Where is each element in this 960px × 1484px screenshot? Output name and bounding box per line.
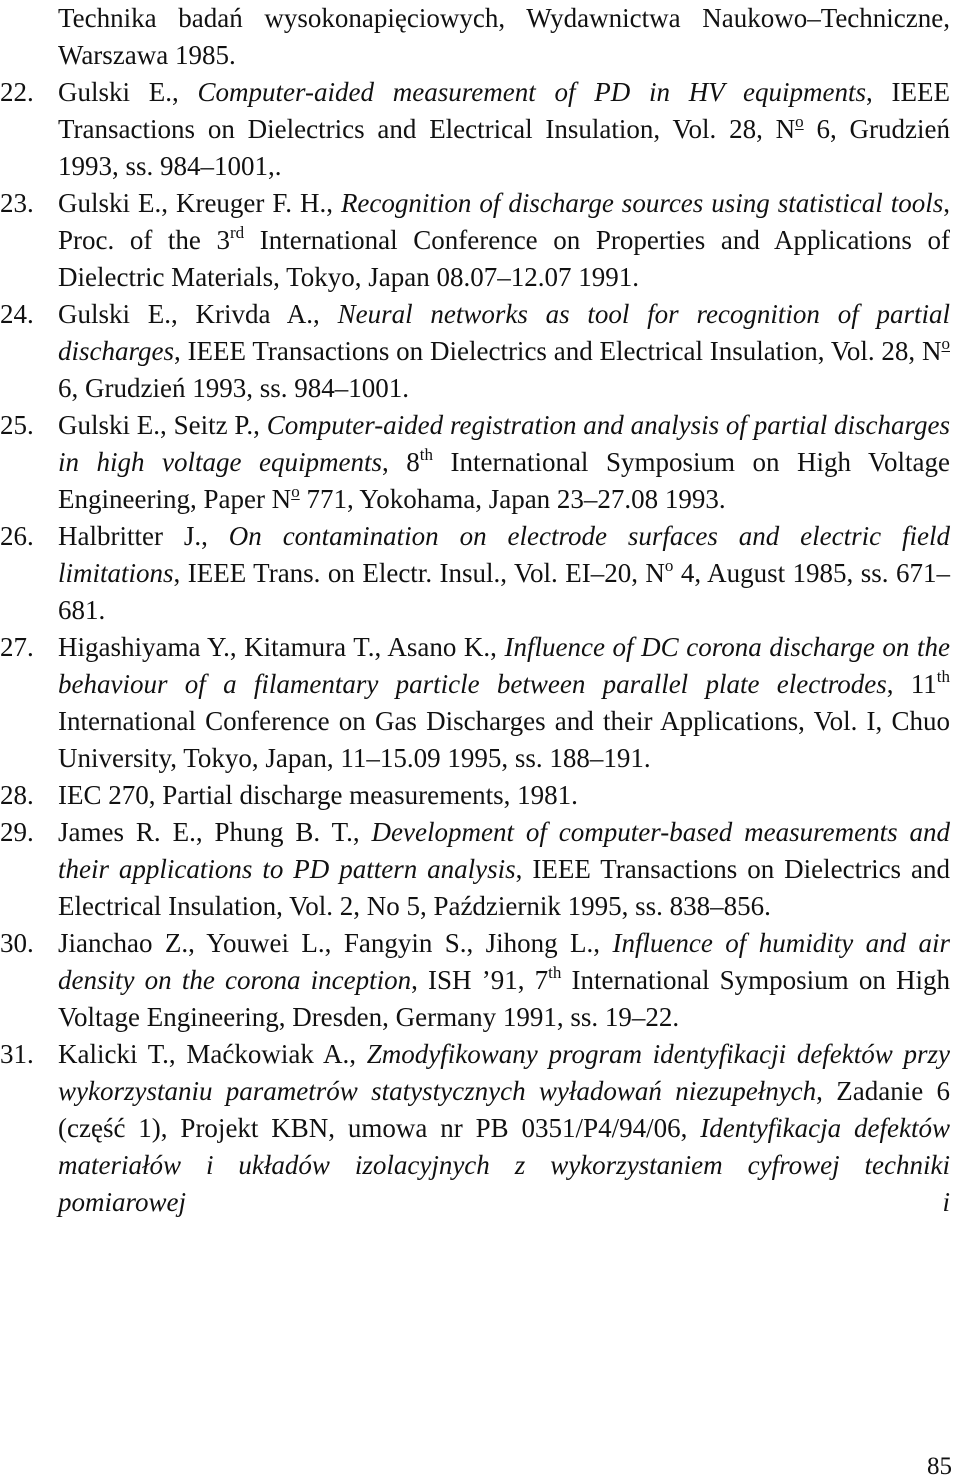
number-superscript: o — [291, 482, 300, 501]
reference-details: , 8 — [381, 447, 420, 477]
ordinal-superscript: th — [936, 667, 950, 686]
reference-details: International Symposium on High Voltage Engineering, Paper N — [58, 447, 951, 514]
reference-number: 27. — [0, 632, 34, 662]
reference-details: , Proc. of the 3 — [58, 188, 950, 255]
reference-title: Computer-aided measurement of PD in HV equipments — [197, 77, 866, 107]
continuation-text: Technika badań wysokonapięciowych, Wydawnictwa Naukowo–Techniczne, Warszawa 1985. — [58, 3, 950, 70]
reference-number: 31. — [0, 1039, 34, 1069]
number-superscript: o — [664, 556, 674, 575]
number-superscript: o — [941, 334, 950, 353]
reference-title: Neural networks as tool for recognition of partial discharges — [58, 299, 950, 366]
reference-item — [0, 518, 956, 629]
reference-title: Identyfikacja defektów materiałów i układów izolacyjnych z wykorzystaniem cyfrowej techniki pomiarowej i — [58, 1113, 950, 1217]
reference-details: International Conference on Properties and Applications of Dielectric Materials, Tokyo, Japan 08.07–12.07 1991. — [58, 225, 951, 292]
reference-title: Influence of DC corona discharge on the behaviour of a filamentary particle between parallel plate electrodes — [58, 632, 950, 699]
reference-details: , ISH ’91, 7 — [411, 965, 549, 995]
ordinal-superscript: th — [548, 963, 562, 982]
reference-title: On contamination on electrode surfaces and electric field limitations — [58, 521, 950, 588]
reference-details: International Symposium on High Voltage Engineering, Dresden, Germany 1991, ss. 19–22. — [58, 965, 951, 1032]
reference-authors: Gulski E., Krivda A., — [58, 299, 338, 329]
reference-details: , IEEE Transactions on Dielectrics and Electrical Insulation, Vol. 28, N — [58, 77, 950, 144]
reference-title: Recognition of discharge sources using statistical tools — [340, 188, 944, 218]
reference-authors: Gulski E., — [58, 77, 198, 107]
reference-item — [0, 74, 956, 185]
reference-authors: Gulski E., Kreuger F. H., — [58, 188, 341, 218]
reference-number: 25. — [0, 410, 34, 440]
reference-details: , Zadanie 6 (część 1), Projekt KBN, umowa nr PB 0351/P4/94/06, — [58, 1076, 951, 1143]
reference-number: 23. — [0, 188, 34, 218]
reference-title: Influence of humidity and air density on the corona inception — [58, 928, 950, 995]
reference-authors: Jianchao Z., Youwei L., Fangyin S., Jihong L., — [58, 928, 613, 958]
reference-title: Development of computer-based measurements and their applications to PD pattern analysis — [58, 817, 951, 884]
reference-details: 771, Yokohama, Japan 23–27.08 1993. — [299, 484, 726, 514]
reference-title: Computer-aided registration and analysis of partial discharges in high voltage equipments — [58, 410, 951, 477]
reference-number: 26. — [0, 521, 34, 551]
reference-details: , IEEE Trans. on Electr. Insul., Vol. EI–20, N — [173, 558, 665, 588]
reference-details: 6, Grudzień 1993, ss. 984–1001. — [58, 373, 409, 403]
reference-authors: James R. E., Phung B. T., — [58, 817, 372, 847]
reference-item — [0, 296, 956, 407]
reference-details: International Conference on Gas Discharges and their Applications, Vol. I, Chuo University, Tokyo, Japan, 11–15.09 1995, ss. 188–191. — [58, 706, 950, 773]
reference-authors: Kalicki T., Maćkowiak A., — [58, 1039, 367, 1069]
reference-item — [0, 407, 956, 518]
reference-number: 22. — [0, 77, 34, 107]
reference-item — [0, 814, 956, 925]
reference-item — [0, 629, 956, 777]
reference-details: , IEEE Transactions on Dielectrics and Electrical Insulation, Vol. 2, No 5, Październik 1995, ss. 838–856. — [58, 854, 950, 921]
reference-number: 29. — [0, 817, 34, 847]
reference-number: 24. — [0, 299, 34, 329]
ordinal-superscript: th — [419, 445, 433, 464]
reference-details: , 11 — [886, 669, 937, 699]
reference-authors: Higashiyama Y., Kitamura T., Asano K., — [58, 632, 505, 662]
reference-authors: Halbritter J., — [58, 521, 229, 551]
page-number: 85 — [927, 1453, 952, 1480]
reference-number: 30. — [0, 928, 34, 958]
reference-details: 6, Grudzień 1993, ss. 984–1001,. — [58, 114, 950, 181]
ordinal-superscript: rd — [229, 223, 245, 242]
reference-number: 28. — [0, 780, 34, 810]
number-superscript: o — [795, 112, 804, 131]
reference-details: IEC 270, Partial discharge measurements, 1981. — [58, 780, 578, 810]
reference-title: Zmodyfikowany program identyfikacji defektów przy wykorzystaniu parametrów statystycznych wyładowań niezupełnych — [58, 1039, 950, 1106]
reference-continuation — [0, 0, 956, 74]
reference-item — [0, 185, 956, 296]
reference-details: 4, August 1985, ss. 671–681. — [58, 558, 950, 625]
reference-item — [0, 777, 956, 814]
reference-item — [0, 1036, 956, 1221]
reference-authors: Gulski E., Seitz P., — [58, 410, 267, 440]
reference-details: , IEEE Transactions on Dielectrics and Electrical Insulation, Vol. 28, N — [174, 336, 942, 366]
reference-item — [0, 925, 956, 1036]
